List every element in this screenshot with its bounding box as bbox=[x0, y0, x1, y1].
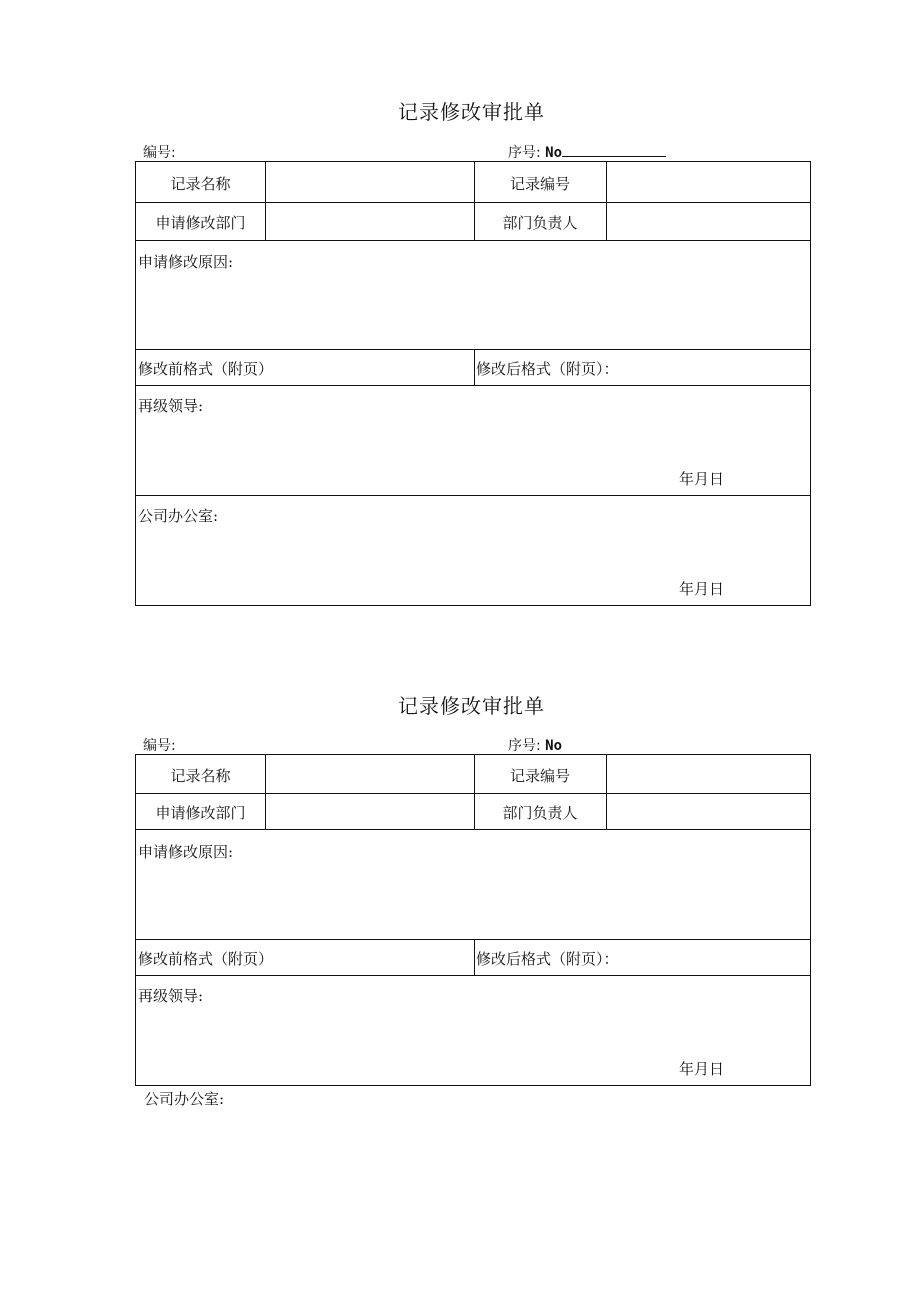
record-no-input[interactable] bbox=[607, 163, 810, 201]
record-name-input[interactable] bbox=[266, 163, 474, 201]
after-format-label: 修改后格式（附页）： bbox=[476, 360, 619, 378]
dept-label: 申请修改部门 bbox=[155, 804, 246, 822]
row-divider bbox=[136, 240, 810, 241]
dept-head-label: 部门负责人 bbox=[502, 214, 578, 232]
row-divider bbox=[136, 495, 810, 496]
office-input[interactable] bbox=[136, 524, 810, 574]
office-label: 公司办公室: bbox=[144, 1090, 225, 1108]
record-no-label: 记录编号 bbox=[509, 767, 570, 785]
serial-label: 序号: bbox=[508, 145, 541, 161]
serial-field[interactable] bbox=[508, 735, 562, 755]
leader-label: 再级领导: bbox=[138, 987, 204, 1005]
row-divider bbox=[136, 829, 810, 830]
reason-input[interactable] bbox=[136, 270, 810, 348]
approval-table bbox=[135, 161, 811, 606]
col-divider bbox=[474, 939, 475, 975]
office-label: 公司办公室: bbox=[138, 507, 219, 525]
leader-label: 再级领导: bbox=[138, 397, 204, 415]
number-label: 编号: bbox=[143, 145, 176, 161]
leader-date: 年月日 bbox=[679, 1060, 725, 1078]
office-date: 年月日 bbox=[679, 580, 725, 598]
dept-head-input[interactable] bbox=[607, 203, 810, 239]
row-divider bbox=[136, 349, 810, 350]
serial-input-line[interactable] bbox=[562, 142, 666, 157]
form-title: 记录修改审批单 bbox=[398, 694, 545, 718]
reason-label: 申请修改原因: bbox=[138, 253, 234, 271]
number-label: 编号: bbox=[143, 738, 176, 754]
col-divider bbox=[474, 349, 475, 385]
record-name-input[interactable] bbox=[266, 756, 474, 792]
record-no-label: 记录编号 bbox=[509, 175, 570, 193]
dept-input[interactable] bbox=[266, 794, 474, 828]
leader-date: 年月日 bbox=[679, 470, 725, 488]
serial-field[interactable] bbox=[508, 142, 666, 162]
dept-head-input[interactable] bbox=[607, 794, 810, 828]
leader-input[interactable] bbox=[136, 414, 810, 464]
form-title: 记录修改审批单 bbox=[398, 100, 545, 124]
row-divider bbox=[136, 385, 810, 386]
approval-table bbox=[135, 754, 811, 1086]
row-divider bbox=[136, 939, 810, 940]
record-no-input[interactable] bbox=[607, 756, 810, 792]
dept-head-label: 部门负责人 bbox=[502, 804, 578, 822]
before-format-label: 修改前格式（附页） bbox=[138, 950, 274, 968]
serial-label: 序号: bbox=[508, 738, 541, 754]
leader-input[interactable] bbox=[136, 1004, 810, 1054]
dept-label: 申请修改部门 bbox=[155, 214, 246, 232]
before-format-label: 修改前格式（附页） bbox=[138, 360, 274, 378]
reason-label: 申请修改原因: bbox=[138, 843, 234, 861]
record-name-label: 记录名称 bbox=[170, 175, 231, 193]
record-name-label: 记录名称 bbox=[170, 767, 231, 785]
after-format-label: 修改后格式（附页）： bbox=[476, 950, 619, 968]
dept-input[interactable] bbox=[266, 203, 474, 239]
reason-input[interactable] bbox=[136, 860, 810, 938]
serial-prefix: No bbox=[545, 738, 563, 754]
row-divider bbox=[136, 975, 810, 976]
serial-prefix: No bbox=[545, 145, 563, 161]
